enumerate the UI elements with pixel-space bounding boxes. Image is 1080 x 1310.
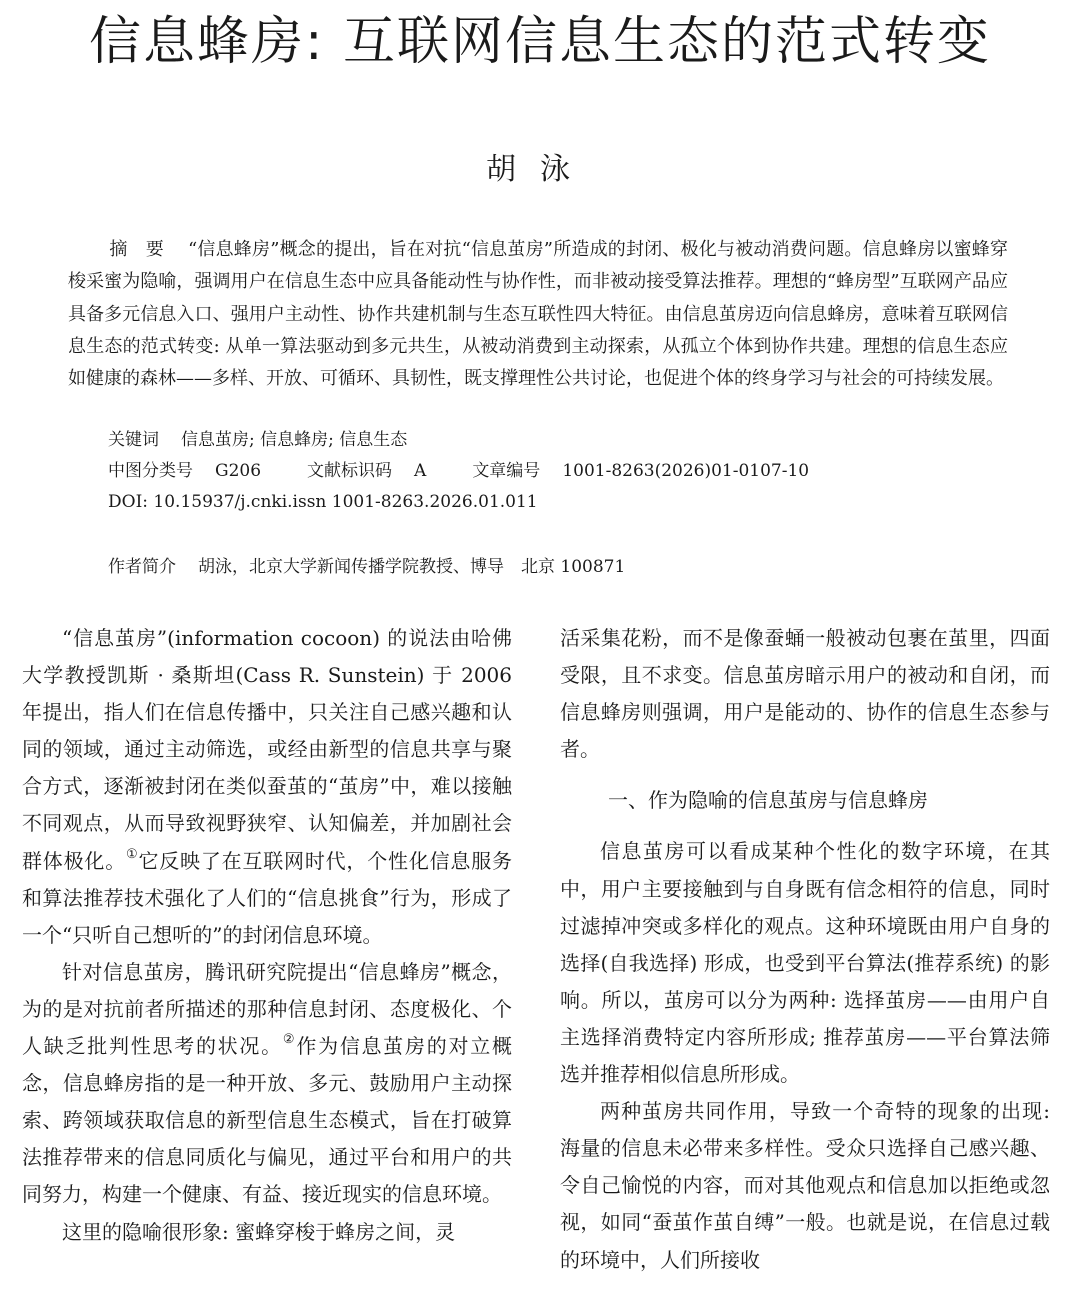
author-bio-label: 作者简介 <box>108 557 176 577</box>
keywords-label: 关键词 <box>108 430 159 450</box>
body-paragraph: 这里的隐喻很形象: 蜜蜂穿梭于蜂房之间，灵 <box>62 1219 456 1244</box>
article-number-value: 1001-8263(2026)01-0107-10 <box>562 461 810 481</box>
body-paragraph: 活采集花粉，而不是像蚕蛹一般被动包裹在茧里，四面受限，且不求变。信息茧房暗示用户的被动和自闭，而信息蜂房则强调，用户是能动的、协作的信息生态参与者。 <box>560 626 1050 762</box>
body-paragraph: 信息茧房可以看成某种个性化的数字环境，在其中，用户主要接触到与自身既有信念相符的信息，同时过滤掉冲突或多样化的观点。这种环境既由用户自身的选择(自我选择) 形成，也受到平台算法(推荐系统) 的影响。所以，茧房可以分为两种: 选择茧房——由用户自主选择消费特定内容所形成; 推荐茧房——平台算法筛选并推荐相似信息所形成。 <box>560 839 1050 1087</box>
paragraph-text: 作为信息茧房的对立概念，信息蜂房指的是一种开放、多元、鼓励用户主动探索、跨领域获取信息的新型信息生态模式，旨在打破算法推荐带来的信息同质化与偏见，通过平台和用户的共同努力，构建一个健康、有益、接近现实的信息环境。 <box>22 1034 513 1207</box>
paragraph-text: “信息茧房”(information cocoon) 的说法由哈佛大学教授凯斯 · 桑斯坦(Cass R. Sunstein) 于 2006 年提出，指人们在信息传播中，只关注自己感兴趣和认同的领域，通过主动筛选，或经由新型的信息共享与聚合方式，逐渐被封闭在类似蚕茧的“茧房”中，难以接触不同观点，从而导致视野狭窄、认知偏差，并加剧社会群体极化。 <box>22 626 512 873</box>
body-paragraph <box>22 954 512 1214</box>
body-paragraph: 两种茧房共同作用，导致一个奇特的现象的出现: 海量的信息未必带来多样性。受众只选择自己感兴趣、令自己愉悦的内容，而对其他观点和信息加以拒绝或忽视，如同“蚕茧作茧自缚”一般。也就是说，在信息过载的环境中，人们所接收 <box>560 1099 1050 1272</box>
clc-label: 中图分类号 <box>108 461 193 481</box>
body-column-right <box>560 620 1050 1279</box>
abstract-block <box>68 234 1008 395</box>
section-heading: 一、作为隐喻的信息茧房与信息蜂房 <box>608 788 928 813</box>
author-name: 胡泳 <box>486 152 594 187</box>
paragraph-text: 它反映了在互联网时代，个性化信息服务和算法推荐技术强化了人们的“信息挑食”行为，形成了一个“只听自己想听的”的封闭信息环境。 <box>22 848 513 947</box>
classification-line <box>108 459 1028 483</box>
article-number-label: 文章编号 <box>472 461 541 481</box>
doi-line: DOI: 10.15937/j.cnki.issn 1001-8263.2026.01.011 <box>108 492 538 512</box>
abstract-label: 摘 要 <box>109 239 164 260</box>
keywords-line <box>108 428 1028 452</box>
body-column-left <box>22 620 512 1251</box>
author-bio-line <box>108 555 1028 579</box>
footnote-ref-2[interactable]: ② <box>282 1032 297 1048</box>
keywords-value: 信息茧房; 信息蜂房; 信息生态 <box>181 430 408 450</box>
article-title: 信息蜂房: 互联网信息生态的范式转变 <box>88 12 992 72</box>
footnote-ref-1[interactable]: ① <box>126 846 139 862</box>
doc-code-label: 文献标识码 <box>307 461 393 481</box>
author-bio-text: 胡泳，北京大学新闻传播学院教授、博导 北京 100871 <box>198 557 626 577</box>
doc-code-value: A <box>414 461 427 481</box>
paragraph-text: 针对信息茧房，腾讯研究院提出“信息蜂房”概念，为的是对抗前者所描述的那种信息封闭、态度极化、个人缺乏批判性思考的状况。 <box>22 959 512 1059</box>
abstract-text: “信息蜂房”概念的提出，旨在对抗“信息茧房”所造成的封闭、极化与被动消费问题。信息蜂房以蜜蜂穿梭采蜜为隐喻，强调用户在信息生态中应具备能动性与协作性，而非被动接受算法推荐。理想的“蜂房型”互联网产品应具备多元信息入口、强用户主动性、协作共建机制与生态互联性四大特征。由信息茧房迈向信息蜂房，意味着互联网信息生态的范式转变: 从单一算法驱动到多元共生，从被动消费到主动探索，从孤立个体到协作共建。理想的信息生态应如健康的森林——多样、开放、可循环、具韧性，既支撑理性公共讨论，也促进个体的终身学习与社会的可持续发展。 <box>68 239 1009 390</box>
body-paragraph <box>22 620 512 954</box>
clc-value: G206 <box>215 461 262 481</box>
